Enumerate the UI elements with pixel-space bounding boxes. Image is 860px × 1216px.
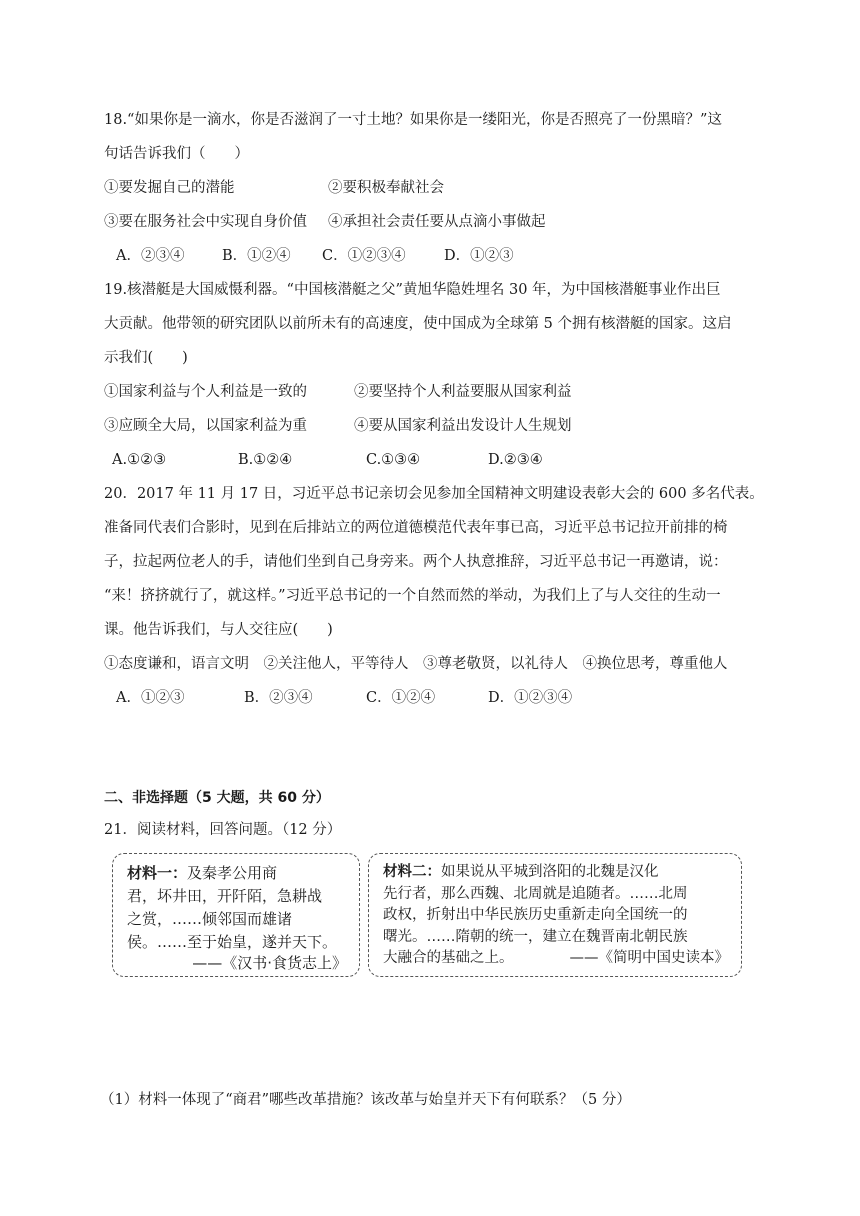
q18-option-d: D．①②③ [444,248,514,264]
q19-stem-line2: 大贡献。他带领的研究团队以前所未有的高速度，使中国成为全球第 5 个拥有核潜艇的国家。这启 [104,316,732,332]
material-2-box [368,853,742,977]
q18-choice-4: ④承担社会责任要从点滴小事做起 [328,214,546,230]
q21-stem: 21．阅读材料，回答问题。（12 分） [104,822,342,838]
material-1-line2: 君，坏井田，开阡陌，急耕战 [127,887,323,905]
q18-choice-1: ①要发掘自己的潜能 [104,180,235,196]
q19-choice-3: ③应顾全大局，以国家利益为重 [104,418,307,434]
q18-option-c: C．①②③④ [322,248,406,264]
q19-option-d: D.②③④ [488,452,543,468]
material-1-line4: 侯。……至于始皇，遂并天下。 [127,933,338,951]
q20-option-c: C．①②④ [366,690,436,706]
q18-stem-line1: 18.“如果你是一滴水，你是否滋润了一寸土地？如果你是一缕阳光，你是否照亮了一份黑暗？”这 [104,112,722,128]
material-2-text5: 大融合的基础之上。 [383,950,514,966]
q20-stem-line5: 课。他告诉我们，与人交往应( ) [104,622,333,638]
q19-choice-2: ②要坚持个人利益要服从国家利益 [354,384,572,400]
material-1-source: ——《汉书·食货志上》 [192,954,347,972]
material-1-text1: 及秦孝公用商 [187,864,278,882]
q19-stem-line1: 19.核潜艇是大国威慑利器。“中国核潜艇之父”黄旭华隐姓埋名 30 年，为中国核潜艇事业作出巨 [104,282,721,298]
q19-stem-line3: 示我们( ) [104,350,188,366]
material-2-label: 材料二： [383,864,441,880]
q20-option-a: A．①②③ [116,690,185,706]
q19-choice-1: ①国家利益与个人利益是一致的 [104,384,307,400]
q19-option-c: C.①③④ [366,452,421,468]
q19-choices-row1 [104,382,764,402]
q19-option-b: B.①②④ [238,452,293,468]
q19-choice-4: ④要从国家利益出发设计人生规划 [354,418,572,434]
material-1-line3: 之赏，……倾邻国而雄诸 [127,910,293,928]
q18-choice-3: ③要在服务社会中实现自身价值 [104,214,307,230]
material-1-line1 [127,862,347,885]
material-2-line4: 曙光。……隋朝的统一，建立在魏晋南北朝民族 [383,928,688,945]
q20-stem-line3: 子，拉起两位老人的手，请他们坐到自己身旁来。两个人执意推辞，习近平总书记一再邀请，说： [104,554,728,570]
q21-sub1: （1）材料一体现了“商君”哪些改革措施？该改革与始皇并天下有何联系？（5 分） [100,1092,631,1108]
q18-choices-row1 [104,178,764,198]
q18-options [104,246,764,266]
material-2-source: ——《简明中国史读本》 [569,950,729,966]
q20-stem-line2: 准备同代表们合影时，见到在后排站立的两位道德模范代表年事已高，习近平总书记拉开前排的椅 [104,520,728,536]
section-2-title: 二、非选择题（5 大题，共 60 分） [104,790,330,806]
q20-option-d: D．①②③④ [488,690,573,706]
q20-options [104,688,764,708]
q20-choices: ①态度谦和，语言文明 ②关注他人，平等待人 ③尊老敬贤，以礼待人 ④换位思考，尊重他人 [104,656,728,672]
q19-options [104,450,764,470]
material-2-text1: 如果说从平城到洛阳的北魏是汉化 [441,864,659,880]
q19-choices-row2 [104,416,764,436]
q20-option-b: B．②③④ [244,690,313,706]
material-2-line1 [383,862,729,884]
material-1-box [112,853,360,977]
q18-choices-row2 [104,212,764,232]
q18-option-b: B．①②④ [222,248,291,264]
material-2-line2: 先行者，那么西魏、北周就是追随者。……北周 [383,885,688,902]
material-1-label: 材料一： [127,864,188,882]
q20-stem-line1: 20．2017 年 11 月 17 日，习近平总书记亲切会见参加全国精神文明建设表彰大会的 600 多名代表。 [104,486,764,502]
q20-stem-line4: “来！挤挤就行了，就这样。”习近平总书记的一个自然而然的举动，为我们上了与人交往的生动一 [104,588,721,604]
q18-choice-2: ②要积极奉献社会 [328,180,444,196]
q19-option-a: A.①②③ [112,452,167,468]
material-2-line3: 政权，折射出中华民族历史重新走向全国统一的 [383,907,688,923]
q18-option-a: A．②③④ [116,248,185,264]
material-2-line5 [383,948,729,970]
q18-stem-line2: 句话告诉我们（ ） [104,146,249,162]
